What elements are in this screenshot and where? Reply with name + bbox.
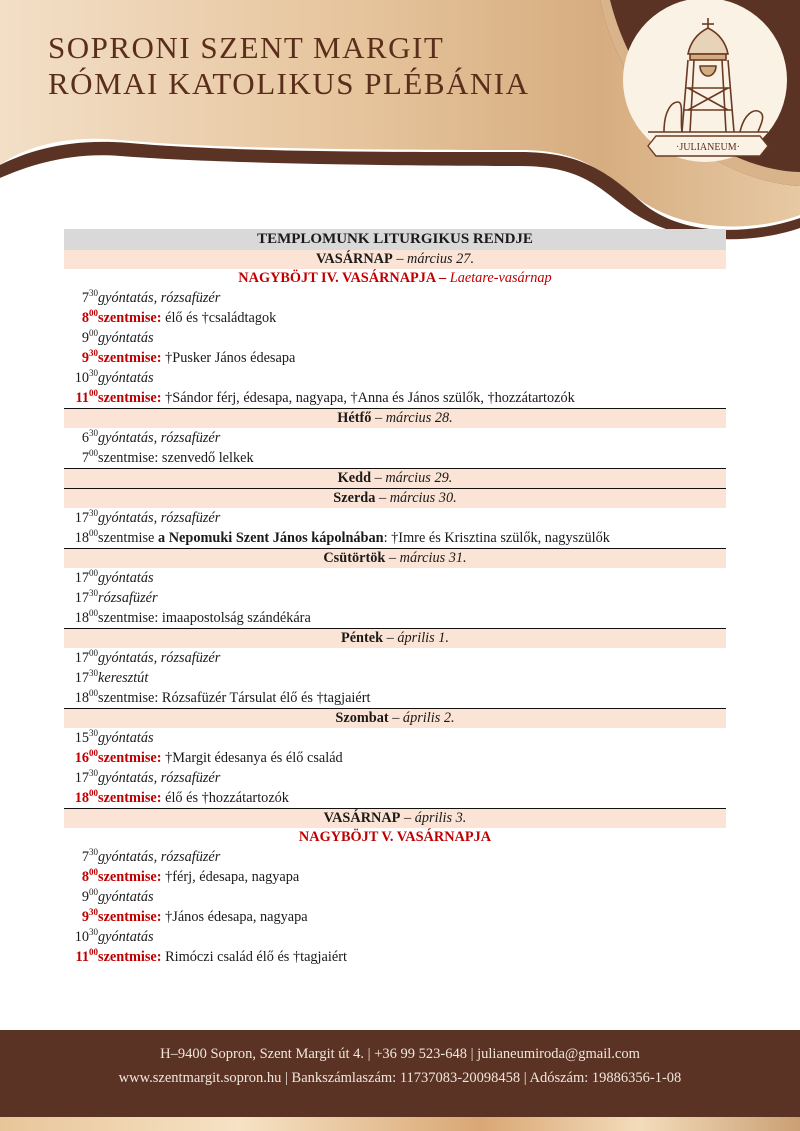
entry-time [64,748,98,768]
footer-bank-info: www.szentmargit.sopron.hu | Bankszámlaszám: 11737083-20098458 | Adószám: 19886356-1-08 [118,1070,682,1086]
schedule-entry [64,428,726,448]
entry-label: szentmise: szenvedő lelkek [98,450,254,466]
entry-time [64,428,98,448]
entry-time [64,568,98,588]
entry-time [64,388,98,408]
entry-label: rózsafüzér [98,590,158,606]
entry-label: szentmise: [98,949,162,965]
schedule-entry [64,668,726,688]
schedule-entry [64,288,726,308]
entry-time [64,947,98,967]
footer-decor-strip [0,1117,800,1131]
entry-time [64,788,98,808]
feast-title [64,828,726,847]
entry-minute: 30 [89,847,98,857]
entry-label: szentmise: imaapostolság szándékára [98,610,311,626]
day-name: VASÁRNAP [323,810,401,826]
schedule-entry [64,947,726,967]
entry-minute: 30 [89,907,98,917]
schedule-entry [64,528,726,548]
entry-time [64,368,98,388]
entry-minute: 30 [89,348,98,358]
entry-label: gyóntatás [98,330,154,346]
entry-hour: 9 [81,909,89,925]
entry-time [64,508,98,528]
entry-label: gyóntatás, rózsafüzér [98,510,221,526]
entry-minute: 00 [89,528,98,538]
entry-hour: 7 [81,849,89,865]
entry-minute: 30 [89,588,98,598]
entry-hour: 18 [74,610,89,626]
entry-label: gyóntatás, rózsafüzér [98,770,221,786]
entry-label: gyóntatás [98,370,154,386]
entry-time [64,588,98,608]
entry-minute: 30 [89,368,98,378]
entry-label: szentmise: [98,869,162,885]
entry-hour: 10 [74,929,89,945]
day-date: – április 1. [386,630,450,646]
entry-minute: 00 [89,887,98,897]
day-header [64,468,726,488]
entry-hour: 17 [74,670,89,686]
entry-intention: †Pusker János édesapa [165,350,296,366]
entry-label: szentmise: [98,790,162,806]
entry-minute: 00 [89,568,98,578]
entry-intention: élő és †családtagok [165,310,277,326]
day-header [64,250,726,269]
entry-minute: 00 [89,448,98,458]
schedule-entry [64,927,726,947]
entry-time [64,328,98,348]
entry-label: szentmise: [98,350,162,366]
logo-text: ·JULIANEUM· [676,142,740,153]
entry-minute: 00 [89,648,98,658]
entry-minute: 30 [89,927,98,937]
day-header [64,408,726,428]
schedule-entry [64,847,726,867]
entry-time [64,728,98,748]
bell-tower-logo [628,10,788,160]
entry-minute: 00 [89,328,98,338]
day-name: Hétfő [337,410,372,426]
schedule-entry [64,568,726,588]
entry-time [64,608,98,628]
schedule-entry [64,448,726,468]
entry-minute: 30 [89,428,98,438]
entry-label: gyóntatás [98,889,154,905]
feast-title [64,269,726,288]
day-header [64,628,726,648]
entry-minute: 30 [89,508,98,518]
schedule-entry [64,308,726,328]
schedule-entry [64,508,726,528]
entry-hour: 18 [74,530,89,546]
entry-hour: 17 [74,650,89,666]
day-header [64,808,726,828]
entry-hour: 18 [74,690,89,706]
entry-minute: 00 [89,788,98,798]
entry-hour: 17 [74,590,89,606]
footer-contact: H–9400 Sopron, Szent Margit út 4. | +36 99 523-648 | julianeumiroda@gmail.com [160,1046,640,1062]
schedule-entry [64,748,726,768]
entry-minute: 00 [89,947,98,957]
day-name: Kedd [337,470,372,486]
schedule-entry [64,608,726,628]
entry-hour: 17 [74,510,89,526]
entry-intention: élő és †hozzátartozók [165,790,289,806]
day-date: – március 27. [396,251,475,267]
schedule-entry [64,328,726,348]
feast-subtitle: Laetare-vasárnap [449,270,552,286]
entry-intention: †férj, édesapa, nagyapa [165,869,300,885]
entry-hour: 8 [81,869,89,885]
parish-name-line2: RÓMAI KATOLIKUS PLÉBÁNIA [48,66,530,101]
liturgical-schedule [64,229,726,967]
entry-hour: 11 [75,390,89,406]
schedule-entry [64,348,726,368]
entry-label: gyóntatás, rózsafüzér [98,430,221,446]
entry-time [64,927,98,947]
footer [0,1030,800,1131]
entry-hour: 9 [81,330,89,346]
schedule-entry [64,588,726,608]
day-name: Szerda [333,490,376,506]
entry-time [64,668,98,688]
entry-minute: 30 [89,728,98,738]
schedule-entry [64,887,726,907]
entry-time [64,308,98,328]
entry-time [64,648,98,668]
entry-minute: 00 [89,308,98,318]
entry-minute: 30 [89,768,98,778]
entry-hour: 17 [74,770,89,786]
entry-minute: 30 [89,288,98,298]
schedule-days [64,250,726,967]
entry-hour: 10 [74,370,89,386]
day-date: – március 30. [378,490,457,506]
entry-time [64,348,98,368]
feast-name: NAGYBÖJT V. VASÁRNAPJA [298,829,492,845]
schedule-entry [64,688,726,708]
entry-time [64,288,98,308]
schedule-entry [64,788,726,808]
entry-time [64,688,98,708]
day-header [64,708,726,728]
entry-label: gyóntatás [98,570,154,586]
parish-name-line1: SOPRONI SZENT MARGIT [48,30,445,65]
entry-time [64,867,98,887]
day-name: Szombat [335,710,389,726]
schedule-entry [64,648,726,668]
schedule-entry [64,867,726,887]
entry-label: szentmise [98,530,155,546]
entry-hour: 16 [74,750,89,766]
entry-minute: 00 [89,867,98,877]
entry-label: gyóntatás [98,730,154,746]
parish-name [48,30,608,102]
schedule-title: TEMPLOMUNK LITURGIKUS RENDJE [64,229,726,250]
entry-label: szentmise: [98,750,162,766]
entry-time [64,448,98,468]
entry-hour: 7 [81,450,89,466]
entry-intention: †János édesapa, nagyapa [165,909,308,925]
day-name: Csütörtök [323,550,386,566]
entry-time [64,528,98,548]
feast-name: NAGYBÖJT IV. VASÁRNAPJA – [238,270,447,286]
entry-intention: : †Imre és Krisztina szülők, nagyszülők [383,530,610,546]
schedule-entry [64,728,726,748]
entry-label: gyóntatás [98,929,154,945]
entry-minute: 00 [89,688,98,698]
day-header [64,488,726,508]
schedule-entry [64,388,726,408]
entry-minute: 00 [89,388,98,398]
schedule-entry [64,368,726,388]
entry-minute: 00 [89,608,98,618]
schedule-entry [64,768,726,788]
entry-label: gyóntatás, rózsafüzér [98,849,221,865]
entry-time [64,847,98,867]
entry-minute: 00 [89,748,98,758]
entry-label: gyóntatás, rózsafüzér [98,650,221,666]
entry-time [64,887,98,907]
entry-hour: 7 [81,290,89,306]
entry-label: keresztút [98,670,149,686]
entry-hour: 18 [74,790,89,806]
entry-intention: Rimóczi család élő és †tagjaiért [165,949,347,965]
entry-minute: 30 [89,668,98,678]
entry-intention: †Sándor férj, édesapa, nagyapa, †Anna és János szülők, †hozzátartozók [165,390,575,406]
entry-hour: 11 [75,949,89,965]
entry-hour: 17 [74,570,89,586]
day-header [64,548,726,568]
entry-label: szentmise: Rózsafüzér Társulat élő és †tagjaiért [98,690,371,706]
entry-intention: †Margit édesanya és élő család [165,750,343,766]
entry-hour: 9 [81,350,89,366]
day-date: – március 29. [374,470,453,486]
entry-hour: 8 [81,310,89,326]
entry-hour: 9 [81,889,89,905]
entry-time [64,907,98,927]
day-date: – április 2. [392,710,455,726]
entry-label: szentmise: [98,909,162,925]
entry-time [64,768,98,788]
entry-location: a Nepomuki Szent János kápolnában [157,530,384,546]
entry-label: szentmise: [98,390,162,406]
entry-hour: 15 [74,730,89,746]
day-date: – március 28. [375,410,453,426]
day-date: – március 31. [388,550,467,566]
entry-hour: 6 [81,430,89,446]
day-date: – április 3. [404,810,467,826]
day-name: VASÁRNAP [315,251,393,267]
entry-label: gyóntatás, rózsafüzér [98,290,221,306]
day-name: Péntek [340,630,384,646]
entry-label: szentmise: [98,310,162,326]
schedule-entry [64,907,726,927]
